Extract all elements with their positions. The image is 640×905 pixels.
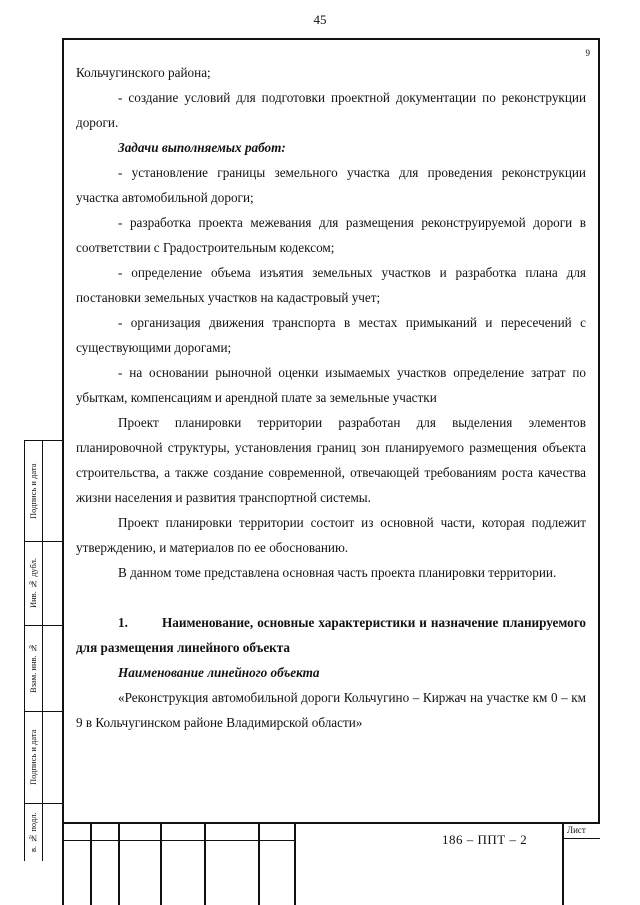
paragraph-8: Проект планировки территории разработан для выделения элементов планировочной структуры, установления границ зон планируемого размещения объекта строительства, а также создание современной, отвечающей требованиям роста качества жизни населения и развития транспортной системы. — [76, 415, 586, 505]
page-number: 45 — [313, 12, 327, 27]
document-body — [76, 60, 586, 735]
side-stamp-label: Подпись и дата — [28, 463, 38, 519]
side-stamp-label: в. № подл. — [28, 812, 38, 852]
paragraph-0: Кольчугинского района; — [76, 65, 211, 80]
paragraph-9: Проект планировки территории состоит из основной части, которая подлежит утверждению, и материалов по ее обоснованию. — [76, 515, 586, 555]
side-stamp-label: Взам. инв. № — [28, 643, 38, 693]
section-heading — [76, 610, 586, 660]
section-number: 1. — [118, 615, 128, 630]
side-stamp-label: Инв. № дубл. — [28, 557, 38, 609]
stamp-line — [62, 824, 64, 905]
side-stamp-cell — [24, 441, 62, 542]
paragraph-4: - разработка проекта межевания для размещения реконструируемой дороги в соответствии с Градостроительным кодексом; — [76, 215, 586, 255]
side-stamp-label: Подпись и дата — [28, 729, 38, 785]
side-stamp-cell — [24, 625, 62, 712]
stamp-line — [160, 824, 162, 905]
paragraph-1: - создание условий для подготовки проектной документации по реконструкции дороги. — [76, 90, 586, 130]
stamp-line — [562, 838, 600, 839]
stamp-line — [90, 824, 92, 905]
stamp-line — [62, 840, 294, 841]
side-stamp-cell — [24, 803, 62, 861]
stamp-line — [294, 824, 296, 905]
paragraph-6: - организация движения транспорта в местах примыканий и пересечений с существующими дорогами; — [76, 315, 586, 355]
sheet-label: Лист — [567, 825, 586, 835]
section-body: «Реконструкция автомобильной дороги Кольчугино – Киржач на участке км 0 – км 9 в Кольчугинском районе Владимирской области» — [76, 690, 586, 730]
bottom-stamp — [62, 824, 600, 905]
side-stamp-cell — [24, 711, 62, 804]
section-title: Наименование, основные характеристики и назначение планируемого для размещения линейного объекта — [76, 615, 586, 655]
paragraph-7: - на основании рыночной оценки изымаемых участков определение затрат по убыткам, компенсациям и арендной плате за земельные участки — [76, 365, 586, 405]
stamp-line — [258, 824, 260, 905]
stamp-line — [562, 824, 564, 905]
paragraph-10: В данном томе представлена основная часть проекта планировки территории. — [118, 565, 557, 580]
sheet-corner-number: 9 — [585, 48, 590, 58]
stamp-line — [118, 824, 120, 905]
side-stamp — [24, 440, 62, 861]
stamp-line — [204, 824, 206, 905]
side-stamp-cell — [24, 541, 62, 626]
paragraph-3: - установление границы земельного участка для проведения реконструкции участка автомобильной дороги; — [76, 165, 586, 205]
paragraph-5: - определение объема изъятия земельных участков и разработка плана для постановки земельных участков на кадастровый учет; — [76, 265, 586, 305]
tasks-heading: Задачи выполняемых работ: — [118, 140, 286, 155]
section-subheading: Наименование линейного объекта — [118, 665, 320, 680]
document-code: 186 – ППТ – 2 — [442, 832, 528, 847]
